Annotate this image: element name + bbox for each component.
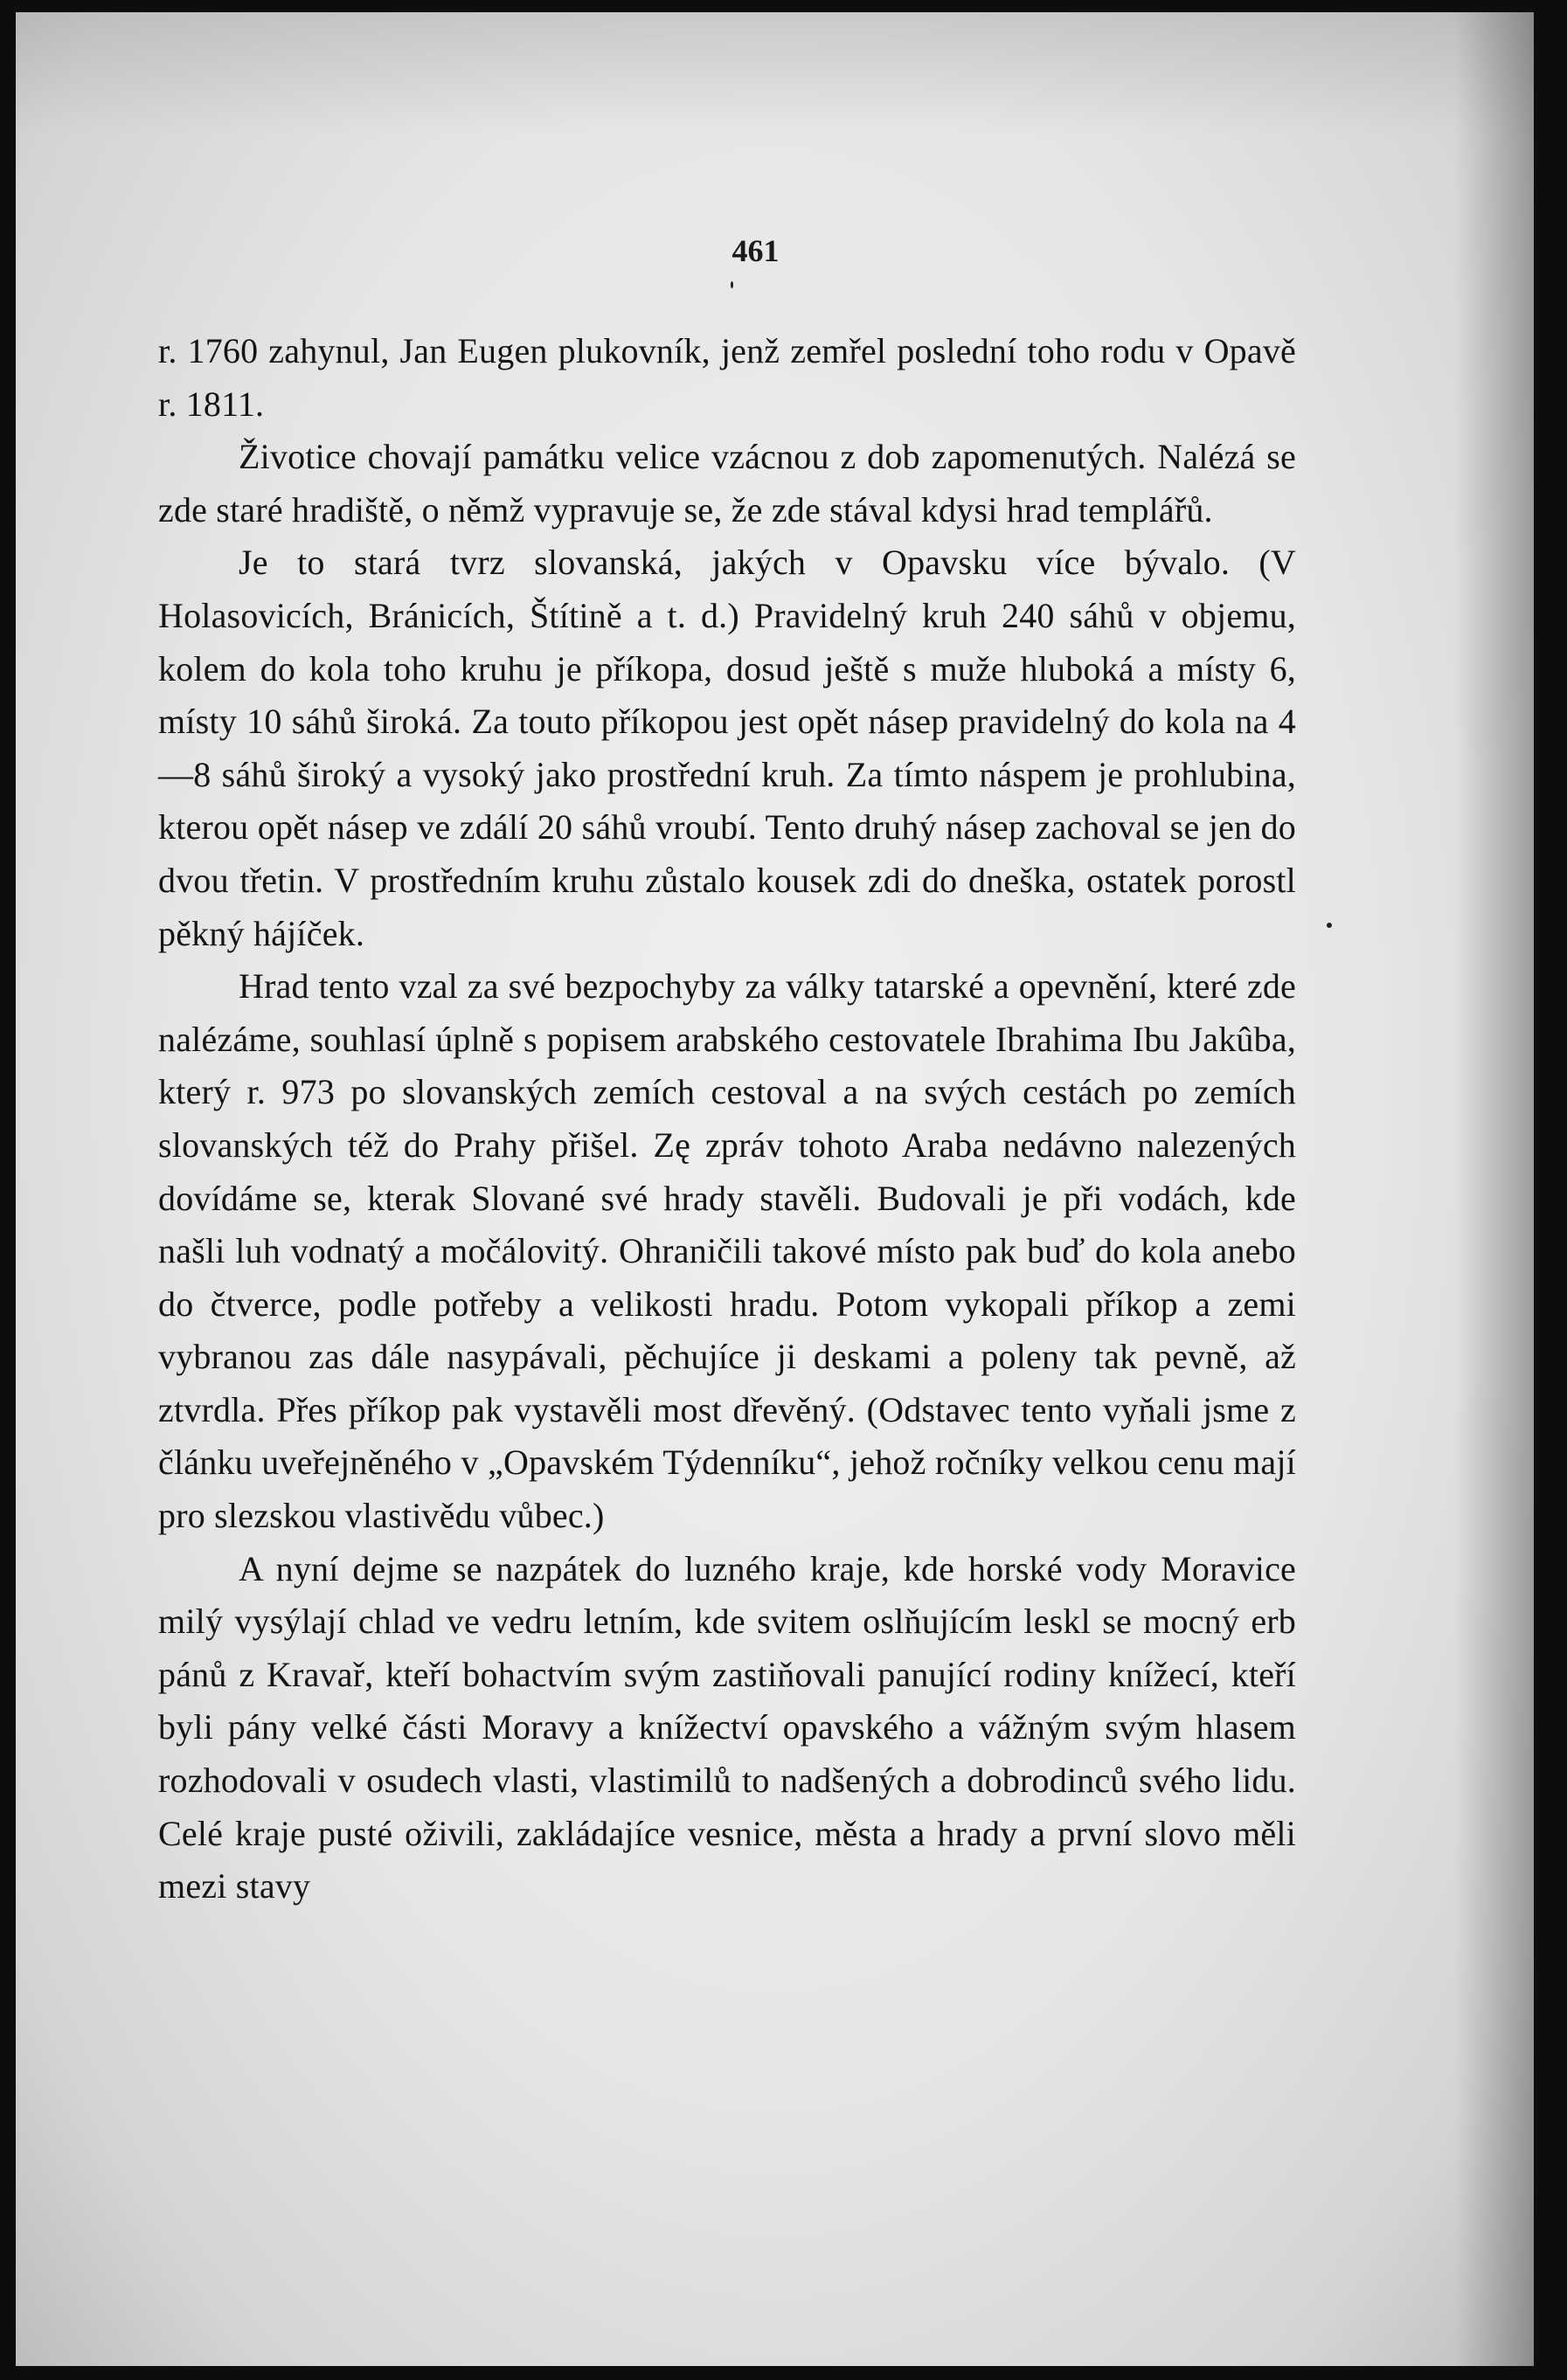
paragraph-continuation: r. 1760 zahynul, Jan Eugen plukovník, jenž zemřel poslední toho rodu v Opavě r. 1811. xyxy=(158,331,1296,424)
paragraph-moravice: A nyní dejme se nazpátek do luzného kraje, kde horské vody Moravice milý vysýlají chlad ve vedru letním, kde svitem oslňujícím leskl se mocný erb pánů z Kravař, kteří bohactvím svým zastiňovali panující rodiny knížecí, kteří byli pány velké části Moravy a knížectví opavského a vážným svým hlasem rozhodovali v osudech vlasti, vlastimilů to nadšených a dobrodinců svého lidu. Celé kraje pusté oživili, zakládajíce vesnice, města a hrady a první slovo měli mezi stavy xyxy=(158,1548,1296,1906)
paragraph-hrad: Hrad tento vzal za své bezpochyby za války tatarské a opevnění, které zde nalézáme, souhlasí úplně s popisem arabského cestovatele Ibrahima Ibu Jakûba, který r. 973 po slovanských zemích cestoval a na svých cestách po zemích slovanských též do Prahy přišel. Zę zpráv tohoto Araba nedávno nalezených dovídáme se, kterak Slované své hrady stavěli. Budovali je při vodách, kde našli luh vodnatý a močálovitý. Ohraničili takové místo pak buď do kola anebo do čtverce, podle potřeby a velikosti hradu. Potom vykopali příkop a zemi vybranou zas dále nasypávali, pěchujíce ji deskami a poleny tak pevně, až ztvrdla. Přes příkop pak vystavěli most dřevěný. (Odstavec tento vyňali jsme z článku uveřejněného v „Opavském Týdenníku“, jehož ročníky velkou cenu mají pro slezskou vlastivědu vůbec.) xyxy=(158,966,1296,1536)
body-text xyxy=(158,325,1296,1913)
book-page xyxy=(16,12,1534,2366)
paragraph-zivotice: Životice chovají památku velice vzácnou z dob zapomenutých. Nalézá se zde staré hradiště, o němž vypravuje se, že zde stával kdysi hrad templářů. xyxy=(158,437,1296,529)
page-number: 461 xyxy=(731,233,780,268)
page-shading-top xyxy=(16,12,1534,135)
scan-speck xyxy=(731,281,733,288)
page-shading-right xyxy=(1455,12,1534,2366)
scan-speck xyxy=(1327,923,1332,928)
paragraph-tvrz: Je to stará tvrz slovanská, jakých v Opavsku více bývalo. (V Holasovicích, Bránicích, Štítině a t. d.) Pravidelný kruh 240 sáhů v objemu, kolem do kola toho kruhu je příkopa, dosud ještě s muže hluboká a místy 6, místy 10 sáhů široká. Za touto příkopou jest opět násep pravidelný do kola na 4—8 sáhů široký a vysoký jako prostřední kruh. Za tímto náspem je prohlubina, kterou opět násep ve zdálí 20 sáhů vroubí. Tento druhý násep zachoval se jen do dvou třetin. V prostředním kruhu zůstalo kousek zdi do dneška, ostatek porostl pěkný hájíček. xyxy=(158,543,1296,953)
